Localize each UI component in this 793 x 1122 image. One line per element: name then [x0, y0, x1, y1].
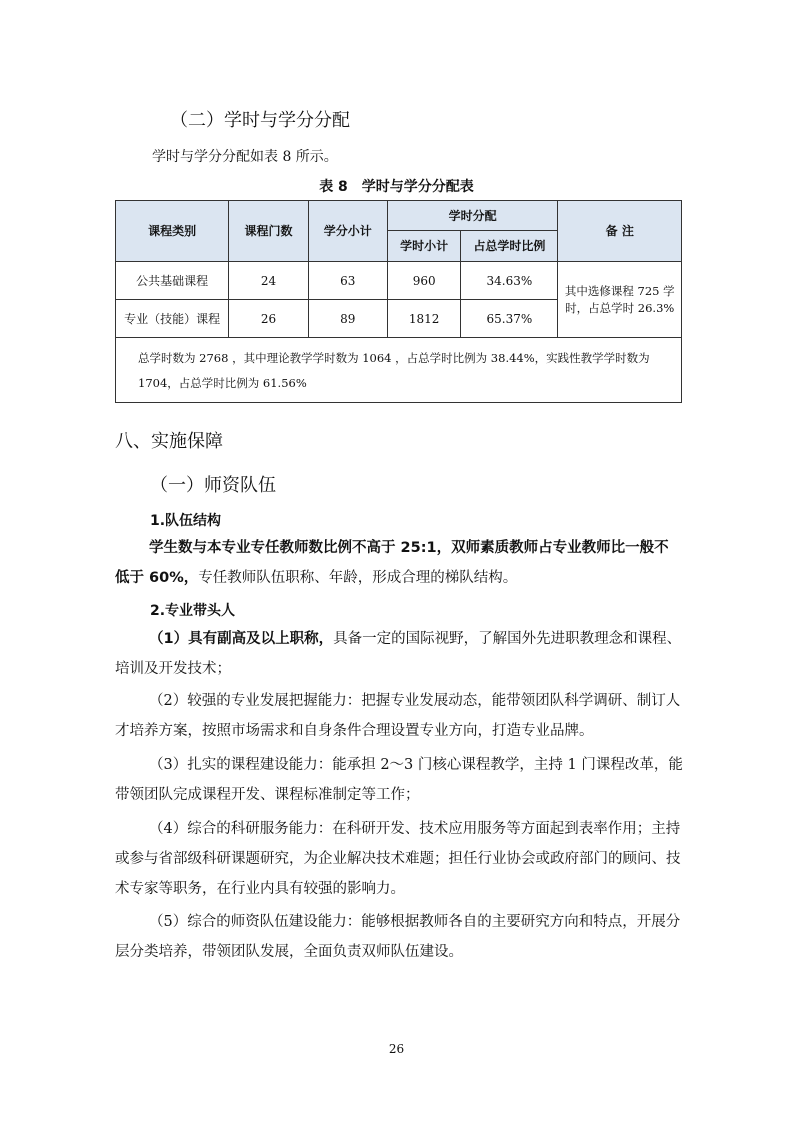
leader-paragraph-2 [115, 686, 683, 746]
leader-p5-text: （5）综合的师资队伍建设能力：能够根据教师各自的主要研究方向和特点，开展分层分类培养，带领团队发展，全面负责双师队伍建设。 [115, 914, 681, 960]
cell-category: 公共基础课程 [116, 262, 229, 300]
team-structure-text: 专任教师队伍职称、年龄，形成合理的梯队结构。 [198, 570, 518, 586]
header-hours: 学时小计 [387, 231, 460, 262]
cell-pct: 34.63% [461, 262, 558, 300]
leader-paragraph-1 [115, 624, 683, 684]
header-note: 备 注 [558, 201, 682, 262]
intro-text: 学时与学分分配如表 8 所示。 [152, 149, 338, 165]
cell-pct: 65.37% [461, 300, 558, 338]
section-heading: 八、实施保障 [115, 431, 223, 452]
leader-title: 2.专业带头人 [150, 603, 236, 619]
header-hours-group: 学时分配 [387, 201, 558, 231]
team-structure-bold: 学生数与本专业专任教师数比例不高于 25:1，双师素质教师占专业教师比一般不低于 60%， [115, 540, 669, 586]
cell-note: 其中选修课程 725 学时，占总学时 26.3% [558, 262, 682, 338]
cell-courses: 24 [229, 262, 308, 300]
header-courses: 课程门数 [229, 201, 308, 262]
cell-courses: 26 [229, 300, 308, 338]
subsection-heading-faculty: （一）师资队伍 [150, 475, 276, 496]
leader-p3-text: （3）扎实的课程建设能力：能承担 2～3 门核心课程教学，主持 1 门课程改革，能带领团队完成课程开发、课程标准制定等工作； [115, 757, 683, 803]
page-number: 26 [388, 1042, 405, 1056]
cell-credits: 89 [308, 300, 387, 338]
credit-hours-table [115, 200, 682, 403]
cell-hours: 960 [387, 262, 460, 300]
cell-credits: 63 [308, 262, 387, 300]
cell-hours: 1812 [387, 300, 460, 338]
leader-p2-text: （2）较强的专业发展把握能力：把握专业发展动态，能带领团队科学调研、制订人才培养方案，按照市场需求和自身条件合理设置专业方向，打造专业品牌。 [115, 693, 681, 739]
leader-p1-bold: （1）具有副高及以上职称， [149, 631, 334, 647]
leader-paragraph-5 [115, 907, 683, 967]
header-category: 课程类别 [116, 201, 229, 262]
team-structure-title: 1.队伍结构 [150, 513, 222, 529]
subsection-heading: （二）学时与学分分配 [170, 110, 350, 131]
header-credits: 学分小计 [308, 201, 387, 262]
cell-category: 专业（技能）课程 [116, 300, 229, 338]
table-summary: 总学时数为 2768 ，其中理论教学学时数为 1064 ，占总学时比例为 38.44%，实践性教学学时数为 1704，占总学时比例为 61.56% [116, 338, 682, 403]
leader-p1-text: 具备一定的国际视野，了解国外先进职教理念和课程、培训及开发技术； [115, 631, 682, 677]
leader-paragraph-3 [115, 750, 683, 810]
table-row [116, 262, 682, 300]
leader-p4-text: （4）综合的科研服务能力：在科研开发、技术应用服务等方面起到表率作用；主持或参与省部级科研课题研究，为企业解决技术难题；担任行业协会或政府部门的顾问、技术专家等职务，在行业内具有较强的影响力。 [115, 821, 681, 897]
table-caption: 表 8 学时与学分分配表 [319, 179, 474, 195]
header-pct: 占总学时比例 [461, 231, 558, 262]
leader-paragraph-4 [115, 814, 683, 904]
team-structure-paragraph [115, 533, 683, 593]
